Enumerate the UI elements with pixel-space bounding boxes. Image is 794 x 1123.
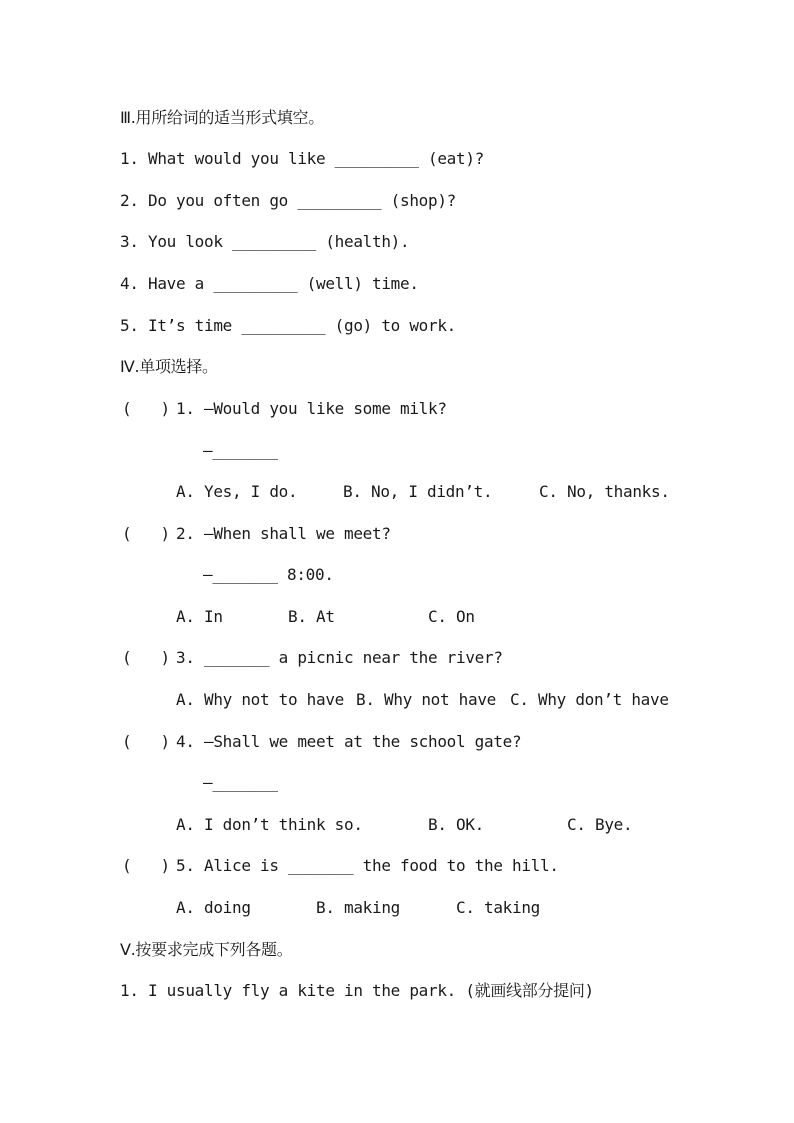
fill-item-2: 2. Do you often go _________ (shop)? bbox=[120, 191, 456, 210]
answer-bracket: ( ) bbox=[122, 524, 171, 543]
option-c: C. Why don’t have bbox=[510, 690, 669, 709]
question-stem: 4. —Shall we meet at the school gate? bbox=[176, 732, 522, 751]
answer-bracket: ( ) bbox=[122, 856, 171, 875]
option-c: C. Bye. bbox=[567, 815, 633, 834]
option-c: C. taking bbox=[456, 898, 540, 917]
question-stem: 2. —When shall we meet? bbox=[176, 524, 391, 543]
option-b: B. OK. bbox=[428, 815, 484, 834]
option-c: C. On bbox=[428, 607, 475, 626]
rewrite-item-1: 1. I usually fly a kite in the park. (就画线部分提问) bbox=[120, 981, 594, 1000]
option-a: A. I don’t think so. bbox=[176, 815, 363, 834]
option-a: A. Why not to have bbox=[176, 690, 344, 709]
answer-bracket: ( ) bbox=[122, 399, 171, 418]
question-reply: —_______ 8:00. bbox=[203, 565, 334, 584]
option-a: A. doing bbox=[176, 898, 251, 917]
fill-item-5: 5. It’s time _________ (go) to work. bbox=[120, 316, 456, 335]
question-stem: 5. Alice is _______ the food to the hill. bbox=[176, 856, 559, 875]
fill-item-1: 1. What would you like _________ (eat)? bbox=[120, 149, 484, 168]
option-a: A. In bbox=[176, 607, 223, 626]
answer-bracket: ( ) bbox=[122, 732, 171, 751]
section-3-heading: Ⅲ.用所给词的适当形式填空。 bbox=[120, 108, 324, 127]
answer-bracket: ( ) bbox=[122, 648, 171, 667]
option-b: B. At bbox=[288, 607, 335, 626]
option-a: A. Yes, I do. bbox=[176, 482, 298, 501]
option-b: B. making bbox=[316, 898, 400, 917]
question-reply: —_______ bbox=[203, 773, 278, 792]
option-b: B. No, I didn’t. bbox=[343, 482, 493, 501]
section-5-heading: Ⅴ.按要求完成下列各题。 bbox=[120, 940, 293, 959]
option-b: B. Why not have bbox=[356, 690, 496, 709]
option-c: C. No, thanks. bbox=[539, 482, 670, 501]
question-reply: —_______ bbox=[203, 441, 278, 460]
question-stem: 1. —Would you like some milk? bbox=[176, 399, 447, 418]
question-stem: 3. _______ a picnic near the river? bbox=[176, 648, 503, 667]
fill-item-3: 3. You look _________ (health). bbox=[120, 232, 410, 251]
fill-item-4: 4. Have a _________ (well) time. bbox=[120, 274, 419, 293]
section-4-heading: Ⅳ.单项选择。 bbox=[120, 357, 218, 376]
